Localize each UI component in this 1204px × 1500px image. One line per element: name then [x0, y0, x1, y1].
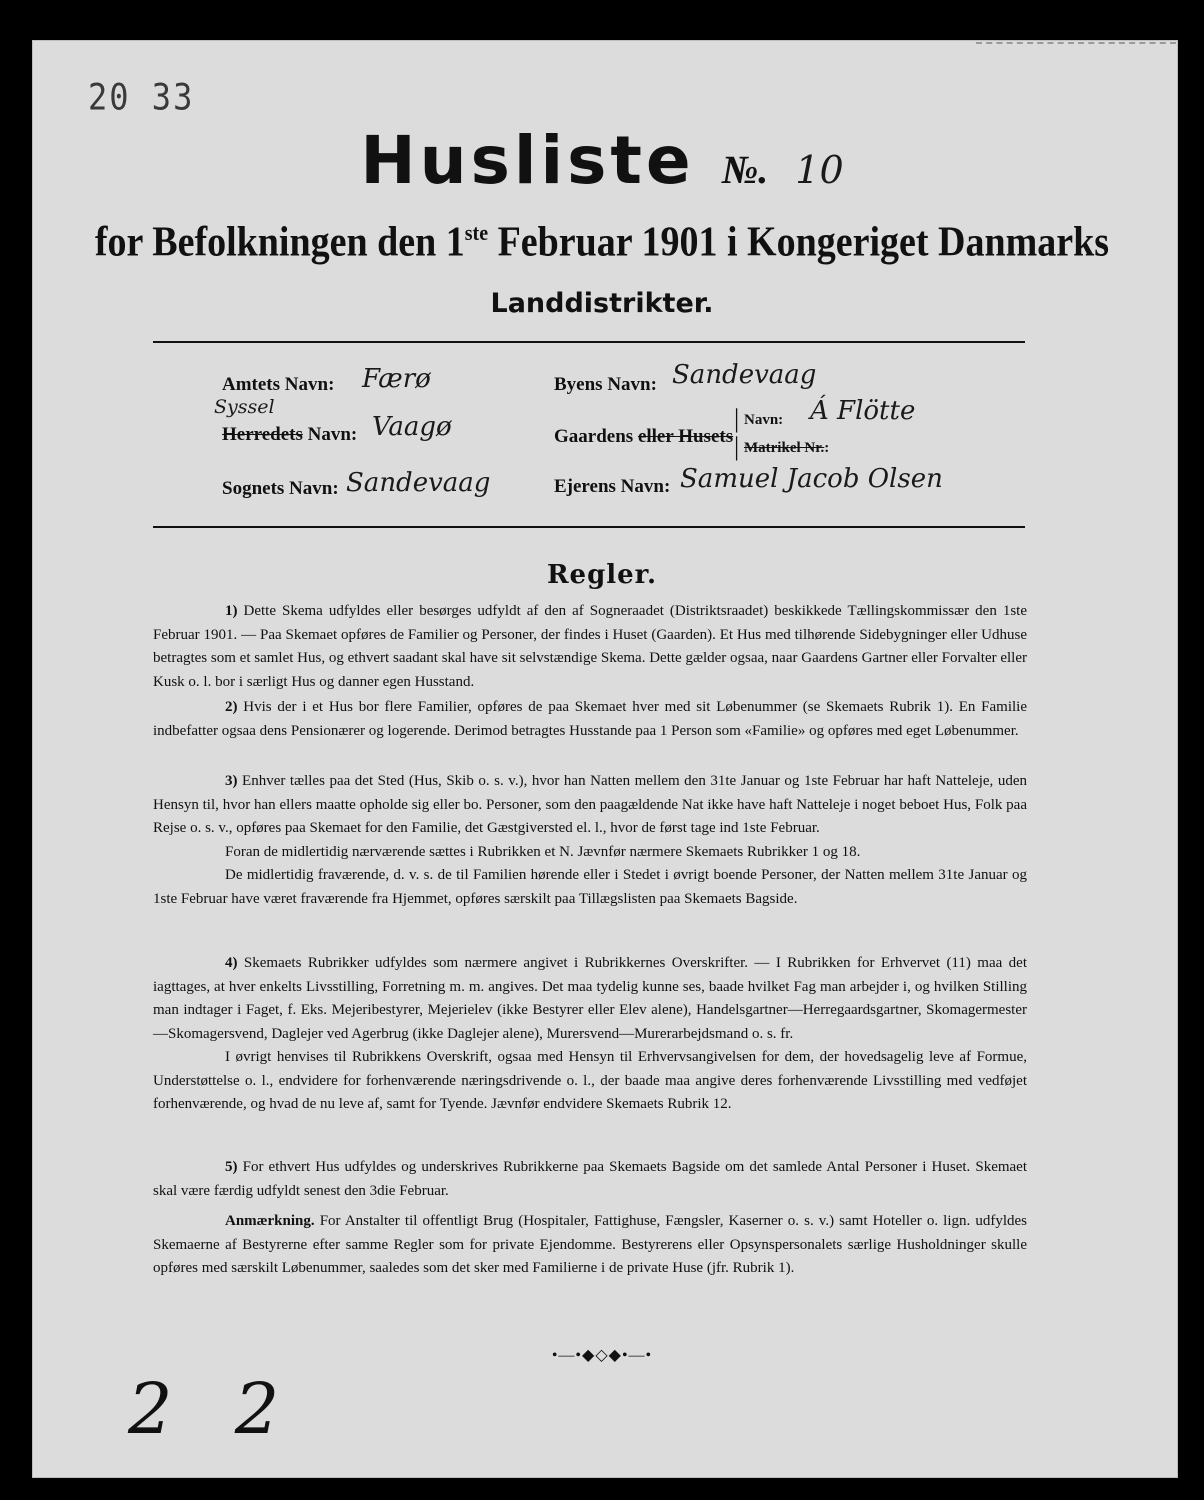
sogn-label: Sognets Navn:: [222, 478, 339, 499]
by-value: Sandevaag: [672, 360, 817, 390]
edge-mark: [976, 42, 1176, 46]
bracket-bottom: |: [734, 432, 740, 461]
annotation-label: Anmærkning.: [225, 1213, 315, 1229]
gaard-navn-value: Á Flötte: [810, 396, 916, 426]
form-subtitle: [0, 217, 1204, 266]
rule-5: [153, 1156, 1027, 1203]
annotation-note: [153, 1210, 1027, 1281]
herred-label-struck: Herredets: [222, 424, 303, 445]
rule-2: [153, 696, 1027, 743]
rule-3-extra-2: De midlertidig fraværende, d. v. s. de til Familien hørende eller i Stedet i øvrigt boende Personer, der Natten mellem 31te Januar og 1ste Februar have været fraværende fra Hjemmet, opføres særskilt paa Tillægslisten paa Skemaets Bagside.: [153, 867, 1027, 907]
gaard-navn-label: Navn:: [744, 412, 784, 428]
amt-value: Færø: [362, 364, 431, 394]
rule-5-number: 5): [225, 1159, 238, 1175]
rule-2-text: Hvis der i et Hus bor flere Familier, opføres de paa Skemaet hver med sit Løbenummer (se Skemaets Rubrik 1). En Familie indbefatter ogsaa dens Pensionærer og logerende. Derimod betragtes Husstande paa 1 Person som «Familie» og opføres med eget Løbenummer.: [153, 699, 1028, 739]
middle-rule: [153, 526, 1025, 528]
rule-5-text: For ethvert Hus udfyldes og underskrives Rubrikkerne paa Skemaets Bagside om det samlede Antal Personer i Huset. Skemaet skal være færdig udfyldt senest den 3die Februar.: [153, 1159, 1028, 1199]
rule-1: [153, 600, 1027, 694]
ejer-value: Samuel Jacob Olsen: [680, 464, 943, 494]
rule-4-number: 4): [225, 955, 238, 971]
rule-4-extra-1: I øvrigt henvises til Rubrikkens Overskrift, ogsaa med Hensyn til Erhvervsangivelsen for dem, der hovedsagelig leve af Formue, Understøttelse o. l., endvidere for forhenværende næringsdrivende o. l., der baade maa angive deres forhenværende Livsstilling med vedføjet forhenværende, og hvad de nu leve af, samt for Tyende. Jævnfør endvidere Skemaets Rubrik 12.: [153, 1049, 1027, 1112]
herred-insert: Syssel: [214, 396, 275, 418]
archive-stamp: 20 33: [88, 75, 195, 119]
rule-3-text: Enhver tælles paa det Sted (Hus, Skib o. s. v.), hvor han Natten mellem den 31te Januar og 1ste Februar har haft Natteleje, uden Hensyn til, hvor han ellers maatte opholde sig eller bo. Personer, som den paagældende Nat ikke have haft Natteleje i noget beboet Hus, Folk paa Rejse o. s. v., opføres paa Skemaet for den Familie, det Gæstgiversted el. l., hvor de først tage ind 1ste Februar.: [153, 773, 1027, 836]
subtitle-part1: for Befolkningen den 1: [94, 218, 465, 266]
rule-3-extra-1: Foran de midlertidig nærværende sættes i Rubrikken et N. Jævnfør nærmere Skemaets Rubrikker 1 og 18.: [225, 843, 861, 860]
rules-heading: Regler.: [546, 560, 658, 590]
handwritten-page-mark: 2 2: [128, 1368, 280, 1450]
rule-2-number: 2): [225, 699, 238, 715]
herred-label: [222, 424, 357, 446]
form-title: [0, 122, 1204, 199]
rule-1-number: 1): [225, 603, 238, 619]
rule-3: [153, 770, 1027, 911]
sogn-value: Sandevaag: [346, 468, 491, 498]
gaard-label: [554, 426, 733, 448]
rule-1-text: Dette Skema udfyldes eller besørges udfyldt af den af Sogneraadet (Distriktsraadet) beskikkede Tællingskommissær den 1ste Februar 1901. — Paa Skemaet opføres de Familier og Personer, der findes i Huset (Gaarden). Et Hus med tilhørende Sidebygninger eller Udhuse betragtes som et samlet Hus, og ethvert saadant skal have sit selvstændige Skema. Dette gælder ogsaa, naar Gaardens Gartner eller Forvalter eller Kusk o. l. bor i særligt Hus og danner egen Husstand.: [153, 603, 1027, 690]
gaard-label-struck: eller Husets: [637, 426, 734, 447]
gaard-label-text: Gaardens: [554, 426, 634, 447]
subtitle-part2: Februar 1901 i Kongeriget Danmarks: [488, 218, 1110, 266]
matrikel-struck: Matrikel Nr.: [744, 440, 825, 456]
top-rule: [153, 341, 1025, 343]
title-main: Husliste: [360, 122, 695, 199]
annotation-text: For Anstalter til offentligt Brug (Hospitaler, Fattighuse, Fængsler, Kaserner o. s. v.) samt Hoteller o. lign. udfyldes Skemaerne af Bestyrerne efter samme Regler som for private Ejendomme. Bestyrerens eller Opsynspersonalets særlige Husholdninger skulle opføres med særskilt Løbenummer, saaledes som det sker med Familierne i de private Huse (jfr. Rubrik 1).: [153, 1213, 1028, 1276]
by-label: Byens Navn:: [554, 374, 657, 395]
rule-3-number: 3): [225, 773, 238, 789]
title-number-label: №.: [721, 147, 769, 192]
bracket-top: |: [734, 404, 740, 433]
district-heading: Landdistrikter.: [490, 288, 714, 319]
subtitle-sup: ste: [464, 221, 489, 246]
ejer-label: Ejerens Navn:: [554, 476, 671, 497]
herred-value: Vaagø: [372, 412, 452, 442]
rule-4: [153, 952, 1027, 1117]
matrikel-label: [744, 440, 829, 457]
matrikel-colon: :: [824, 440, 830, 456]
rule-4-text: Skemaets Rubrikker udfyldes som nærmere angivet i Rubrikkernes Overskrifter. — I Rubrikken for Erhvervet (11) maa det iagttages, at hver enkelts Livsstilling, Forretning m. m. angives. Det maa tydelig kunne ses, baade hvilket Fag man arbejder i, og hvilken Stilling man indtager i Faget, f. Eks. Mejeribestyrer, Mejerielev (ikke Bestyrer eller Elev alene), Handelsgartner—Herregaardsgartner, Skomagermester—Skomagersvend, Daglejer ved Agerbrug (ikke Daglejer alene), Murersvend—Murerarbejdsmand o. s. fr.: [153, 955, 1028, 1042]
title-number-value: 10: [795, 148, 844, 192]
herred-label-rest: Navn:: [302, 424, 358, 445]
amt-label: Amtets Navn:: [222, 374, 335, 395]
ornament-divider: •—•◆◇◆•—•: [551, 1347, 653, 1364]
